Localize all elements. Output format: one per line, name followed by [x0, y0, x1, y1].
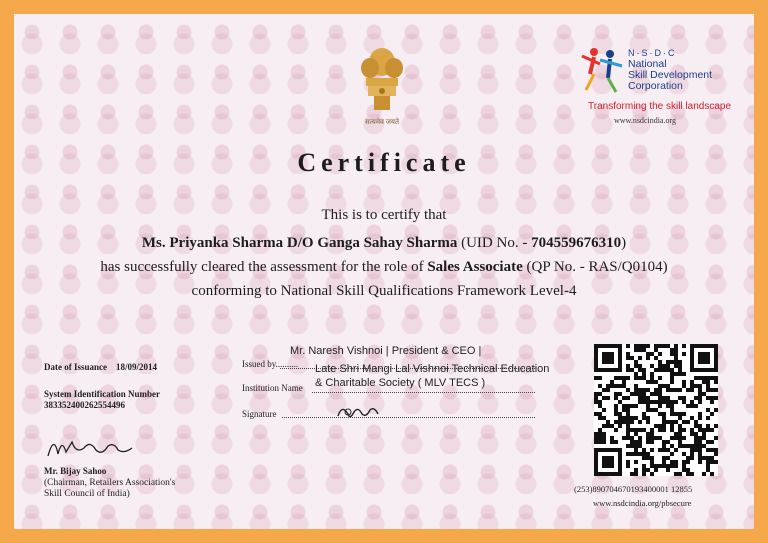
candidate-line [0, 235, 768, 252]
chairman-role-line2: Skill Council of India) [44, 489, 130, 499]
qr-code-number: (253)890704670193400001 12855 [574, 484, 693, 494]
chairman-role [44, 478, 175, 500]
institution-line2: & Charitable Society ( MLV TECS ) [315, 377, 486, 389]
signature-label: Signature [242, 409, 277, 419]
qp-number: (QP No. - RAS/Q0104) [526, 259, 668, 275]
institution-label: Institution Name [242, 383, 303, 393]
candidate-name: Ms. Priyanka Sharma D/O Ganga Sahay Sharma [141, 235, 458, 251]
emblem-motto: सत्यमेव जयते [365, 118, 399, 126]
issuance-label: Date of Issuance [44, 362, 107, 372]
signature-dotted-line [282, 417, 535, 418]
uid-prefix: (UID No. - [461, 235, 532, 251]
nsdc-figures-icon [580, 44, 626, 94]
institution-line1: Late Shri Mangi Lal Vishnoi Technical Education [315, 363, 550, 375]
assessment-line [0, 259, 768, 276]
issued-by-label: Issued by.......... [242, 359, 299, 369]
issued-by-label-text: Issued by [242, 359, 276, 369]
nsdc-name-line1: National [628, 58, 667, 70]
framework-line: conforming to National Skill Qualifications Framework Level-4 [191, 283, 577, 299]
sysid-label: System Identification Number [44, 389, 160, 399]
chairman-signature-icon [44, 430, 154, 464]
nsdc-abbr: N·S·D·C [628, 48, 677, 58]
qr-code [594, 344, 718, 476]
issuance-date [44, 362, 157, 372]
issuance-value: 18/09/2014 [116, 362, 158, 372]
uid-number: 704559676310 [531, 235, 622, 251]
nsdc-tagline: Transforming the skill landscape [588, 101, 732, 112]
issuer-signature-icon [334, 402, 384, 422]
chairman-role-line1: (Chairman, Retailers Association's [44, 478, 176, 488]
certify-text: This is to certify that [321, 207, 447, 223]
issued-by-value: Mr. Naresh Vishnoi | President & CEO | [290, 345, 482, 357]
institution-value [315, 362, 549, 390]
nsdc-url: www.nsdcindia.org [614, 116, 676, 125]
cleared-text: has successfully cleared the assessment for the role of [100, 259, 424, 275]
nsdc-name [628, 48, 712, 92]
qr-verify-url: www.nsdcindia.org/pbsecure [593, 498, 692, 508]
nsdc-name-line2: Skill Development [628, 69, 713, 81]
chairman-name: Mr. Bijay Sahoo [44, 466, 107, 476]
national-emblem-icon [352, 42, 412, 122]
institution-dotted-line [312, 392, 535, 393]
role-name: Sales Associate [427, 259, 523, 275]
certificate-title: Certificate [297, 148, 471, 177]
sysid-value: 383352400262554496 [44, 400, 125, 410]
uid-suffix: ) [621, 235, 627, 251]
nsdc-name-line3: Corporation [628, 80, 683, 92]
